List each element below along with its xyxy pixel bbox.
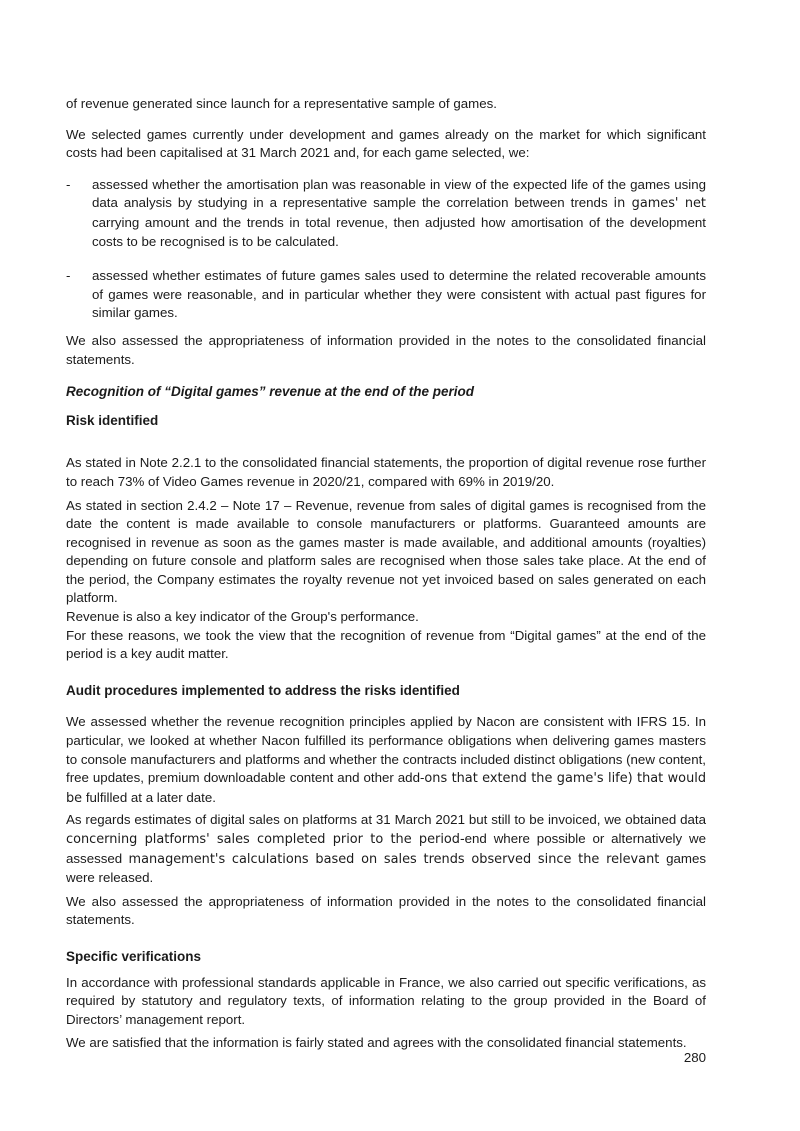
paragraph	[66, 627, 706, 664]
section-heading	[66, 948, 706, 967]
text-run: We also assessed the appropriateness of information provided in the notes to the consolidated financial statements.	[66, 332, 706, 367]
text-run: games were released.	[66, 850, 706, 886]
text-run-alt-font: concerning platforms' sales completed prior to the period-	[66, 832, 465, 847]
text-run: Audit procedures implemented to address the risks identified	[66, 682, 460, 698]
text-run: We selected games currently under development and games already on the market for which significant costs had been capitalised at 31 March 2021 and, for each game selected, we:	[66, 126, 706, 161]
section-heading-italic	[66, 383, 706, 402]
text-run: Revenue is also a key indicator of the Group's performance.	[66, 609, 419, 625]
list-item	[66, 267, 706, 323]
paragraph	[66, 811, 706, 887]
paragraph	[66, 95, 706, 114]
text-run-alt-font: ons that extend the game's life) that would be	[66, 771, 706, 806]
text-run: assessed whether estimates of future games sales used to determine the related recoverable amounts of games were reasonable, and in particular whether they were consistent with actual past figures for similar games.	[92, 268, 706, 321]
text-run: We assessed whether the revenue recognition principles applied by Nacon are consistent with IFRS 15. In particular, we looked at whether Nacon fulfilled its performance obligations when delivering games masters to console manufacturers and platforms and whether the contracts included distinct obligations (new content, free updates, premium downloadable content and other add-	[66, 714, 706, 786]
text-run: carrying amount and the trends in total revenue, then adjusted how amortisation of the development costs to be recognised is to be calculated.	[92, 214, 706, 249]
text-run: end where possible or alternatively we assessed	[66, 831, 706, 866]
text-run: We are satisfied that the information is fairly stated and agrees with the consolidated financial statements.	[66, 1035, 687, 1051]
text-run: Risk identified	[66, 412, 159, 428]
section-heading	[66, 412, 706, 431]
paragraph	[66, 974, 706, 1030]
text-run: Recognition of “Digital games” revenue at the end of the period	[66, 384, 475, 400]
text-run: As stated in Note 2.2.1 to the consolidated financial statements, the proportion of digital revenue rose further to reach 73% of Video Games revenue in 2020/21, compared with 69% in 2019/20.	[66, 455, 706, 489]
list-bullet-dash: -	[66, 176, 71, 192]
text-run: fulfilled at a later date.	[82, 789, 216, 805]
page-number: 280	[683, 1050, 706, 1066]
paragraph	[66, 497, 706, 609]
paragraph	[66, 713, 706, 808]
text-run: As regards estimates of digital sales on platforms at 31 March 2021 but still to be invoiced, we obtained data	[66, 812, 706, 828]
text-run: We also assessed the appropriateness of information provided in the notes to the consolidated financial statements.	[66, 893, 706, 928]
paragraph	[66, 454, 706, 491]
text-run: For these reasons, we took the view that the recognition of revenue from “Digital games” at the end of the period is a key audit matter.	[66, 627, 706, 662]
text-run: In accordance with professional standards applicable in France, we also carried out specific verifications, as required by statutory and regulatory texts, of information relating to the group provided in the Board of Directors’ management report.	[66, 974, 706, 1027]
text-run: As stated in section 2.4.2 – Note 17 – Revenue, revenue from sales of digital games is recognised from the date the content is made available to console manufacturers or platforms. Guaranteed amounts are recognised in revenue as soon as the games master is made available, and additional amounts (royalties) depending on future console and platform sales are recognised when those sales take place. At the end of the period, the Company estimates the royalty revenue not yet invoiced based on sales generated on each platform.	[66, 497, 706, 606]
text-run: of revenue generated since launch for a representative sample of games.	[66, 96, 497, 111]
paragraph	[66, 332, 706, 369]
paragraph	[66, 893, 706, 930]
text-run-alt-font: management's calculations based on sales trends observed since the relevant	[128, 851, 667, 867]
document-body	[66, 95, 706, 1053]
paragraph	[66, 1034, 706, 1053]
text-run-alt-font: in games' net	[613, 196, 706, 212]
paragraph	[66, 608, 706, 627]
list-bullet-dash: -	[66, 268, 71, 284]
section-heading	[66, 682, 706, 701]
paragraph	[66, 126, 706, 163]
text-run: assessed whether the amortisation plan was reasonable in view of the expected life of the games using data analysis by studying in a representative sample the correlation between trends	[92, 176, 706, 211]
text-run: Specific verifications	[66, 948, 202, 964]
list-item	[66, 176, 706, 251]
